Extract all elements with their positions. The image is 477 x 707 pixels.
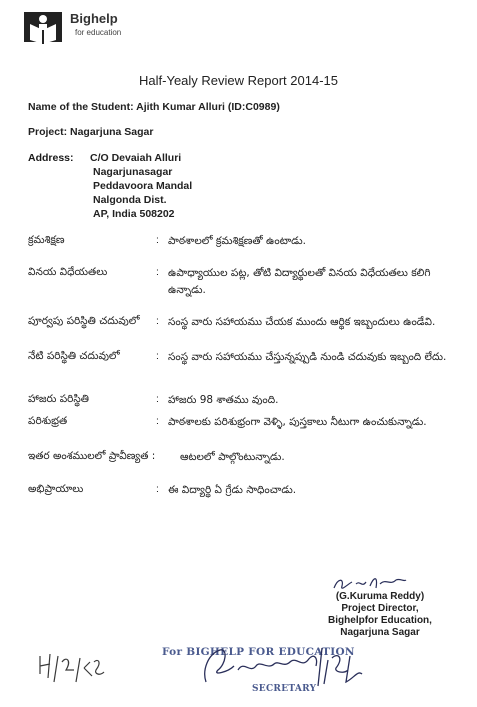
row-value: సంస్థ వారు సహాయము చేస్తున్నప్పుడి నుండి చదువుకు ఇబ్బంది లేదు. [168,351,447,363]
row-label: అభిప్రాయాలు [28,483,84,495]
row-label: ఇతర అంశములలో ప్రావీణ్యత : [28,450,156,462]
brand-tagline: for education [75,28,122,37]
row-colon: : [156,483,159,495]
secretary-signature [198,640,368,695]
row-label: వినయ విధేయతలు [28,266,108,278]
row-label: క్రమశిక్షణ [28,234,65,246]
row-value: పాఠశాలకు పరిశుభ్రంగా వెళ్ళి, పుస్తకాలు నీటుగా ఉంచుకున్నాడు. [168,416,427,428]
row-colon: : [156,315,159,327]
signatory-name: (G.Kuruma Reddy) [335,591,425,602]
row-colon: : [156,415,159,427]
address-line: AP, India 508202 [93,208,175,220]
row-value: పాఠశాలలో క్రమశిక్షణతో ఉంటాడు. [168,235,306,247]
row-label: నేటి పరిస్థితి చదువులో [28,350,120,362]
handwritten-date [36,648,116,688]
row-value: ఈ విద్యార్థి ఏ గ్రేడు సాధించాడు. [168,484,297,496]
row-label: పరిశుభ్రత [28,415,68,427]
row-value: ఆటలలో పాల్గొంటున్నాడు. [180,451,285,463]
project-line: Project: Nagarjuna Sagar [28,126,154,138]
student-name-line: Name of the Student: Ajith Kumar Alluri (ID:C0989) [28,101,280,113]
row-value: హాజరు 98 శాతము వుంది. [168,394,279,406]
signatory-org: Bighelpfor Education, [328,615,432,626]
signatory-place: Nagarjuna Sagar [340,627,420,638]
row-colon: : [156,234,159,246]
address-line: Nagarjunasagar [93,166,173,178]
stamp-line-2: SECRETARY [252,684,317,694]
signatory-role: Project Director, [341,603,419,614]
address-line: C/O Devaiah Alluri [90,152,182,164]
row-colon: : [156,393,159,405]
row-value: ఉపాధ్యాయుల పట్ల, తోటి విద్యార్థులతో వినయ విధేయతలు కలిగి ఉన్నాడు. [168,267,431,296]
address-line: Peddavoora Mandal [93,180,193,192]
address-line: Nalgonda Dist. [93,194,167,206]
row-label: హాజరు పరిస్థితి [28,393,89,405]
address-label: Address: [28,152,74,164]
report-title: Half-Yealy Review Report 2014-15 [139,73,338,88]
row-colon: : [156,350,159,362]
row-colon: : [156,266,159,278]
bighelp-logo [22,10,66,46]
stamp-line-1: For BIGHELP FOR EDUCATION [162,646,355,658]
row-label: పూర్వపు పరిస్థితి చదువులో [28,315,140,327]
book-person-icon [22,10,66,46]
row-value: సంస్థ వారు సహాయము చేయక ముందు ఆర్థిక ఇబ్బందులు ఉండేవి. [168,316,436,328]
brand-name: Bighelp [70,11,118,26]
